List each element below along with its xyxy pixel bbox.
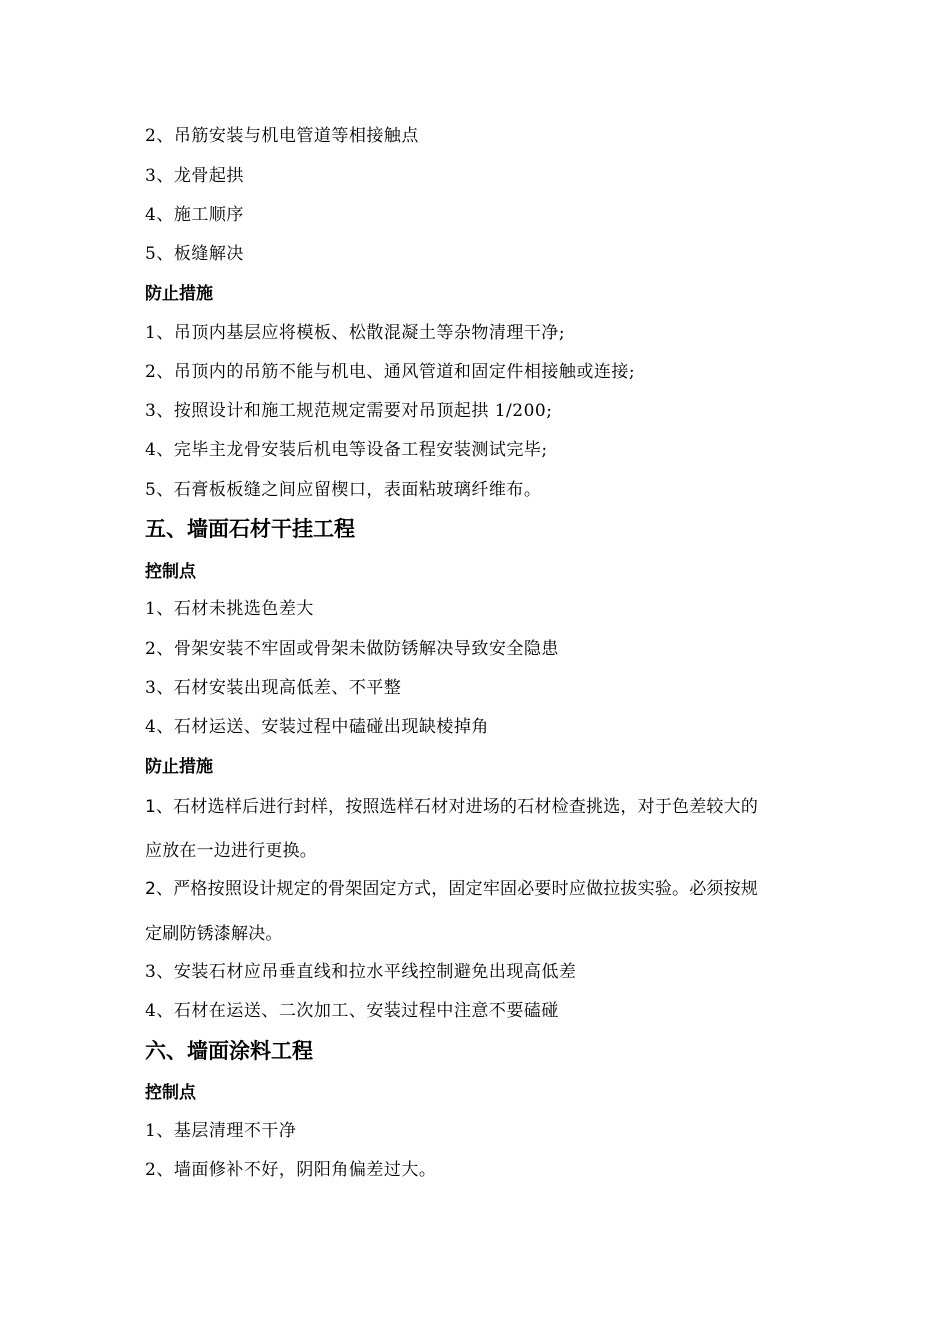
control-point-item: 2、墙面修补不好，阴阳角偏差过大。	[145, 1160, 437, 1180]
measure-item: 1、石材选样后进行封样，按照选样石材对进场的石材检查挑选，对于色差较大的	[145, 797, 759, 817]
measure-item-continuation: 定刷防锈漆解决。	[145, 924, 283, 944]
measures-heading: 防止措施	[145, 757, 213, 777]
control-heading: 控制点	[145, 1083, 196, 1103]
control-point-item: 4、施工顺序	[145, 205, 244, 225]
measures-heading: 防止措施	[145, 284, 213, 304]
control-point-item: 3、龙骨起拱	[145, 166, 244, 186]
control-heading: 控制点	[145, 562, 196, 582]
control-point-item: 2、吊筋安装与机电管道等相接触点	[145, 126, 419, 146]
section-title: 六、墙面涂料工程	[145, 1039, 313, 1063]
control-point-item: 2、骨架安装不牢固或骨架未做防锈解决导致安全隐患	[145, 639, 559, 659]
measure-item-continuation: 应放在一边进行更换。	[145, 841, 317, 861]
measure-item: 3、按照设计和施工规范规定需要对吊顶起拱 1/200;	[145, 401, 553, 421]
measure-item: 4、石材在运送、二次加工、安装过程中注意不要磕碰	[145, 1001, 559, 1021]
measure-item: 5、石膏板板缝之间应留楔口，表面粘玻璃纤维布。	[145, 480, 542, 500]
measure-item: 4、完毕主龙骨安装后机电等设备工程安装测试完毕;	[145, 440, 548, 460]
section-title: 五、墙面石材干挂工程	[145, 517, 355, 541]
control-point-item: 1、石材未挑选色差大	[145, 599, 314, 619]
measure-item: 2、严格按照设计规定的骨架固定方式，固定牢固必要时应做拉拔实验。必须按规	[145, 879, 759, 899]
measure-item: 3、安装石材应吊垂直线和拉水平线控制避免出现高低差	[145, 962, 577, 982]
measure-item: 1、吊顶内基层应将模板、松散混凝土等杂物清理干净;	[145, 323, 566, 343]
measure-item: 2、吊顶内的吊筋不能与机电、通风管道和固定件相接触或连接;	[145, 362, 636, 382]
control-point-item: 3、石材安装出现高低差、不平整	[145, 678, 402, 698]
control-point-item: 5、板缝解决	[145, 244, 244, 264]
control-point-item: 1、基层清理不干净	[145, 1121, 297, 1141]
control-point-item: 4、石材运送、安装过程中磕碰出现缺棱掉角	[145, 717, 489, 737]
